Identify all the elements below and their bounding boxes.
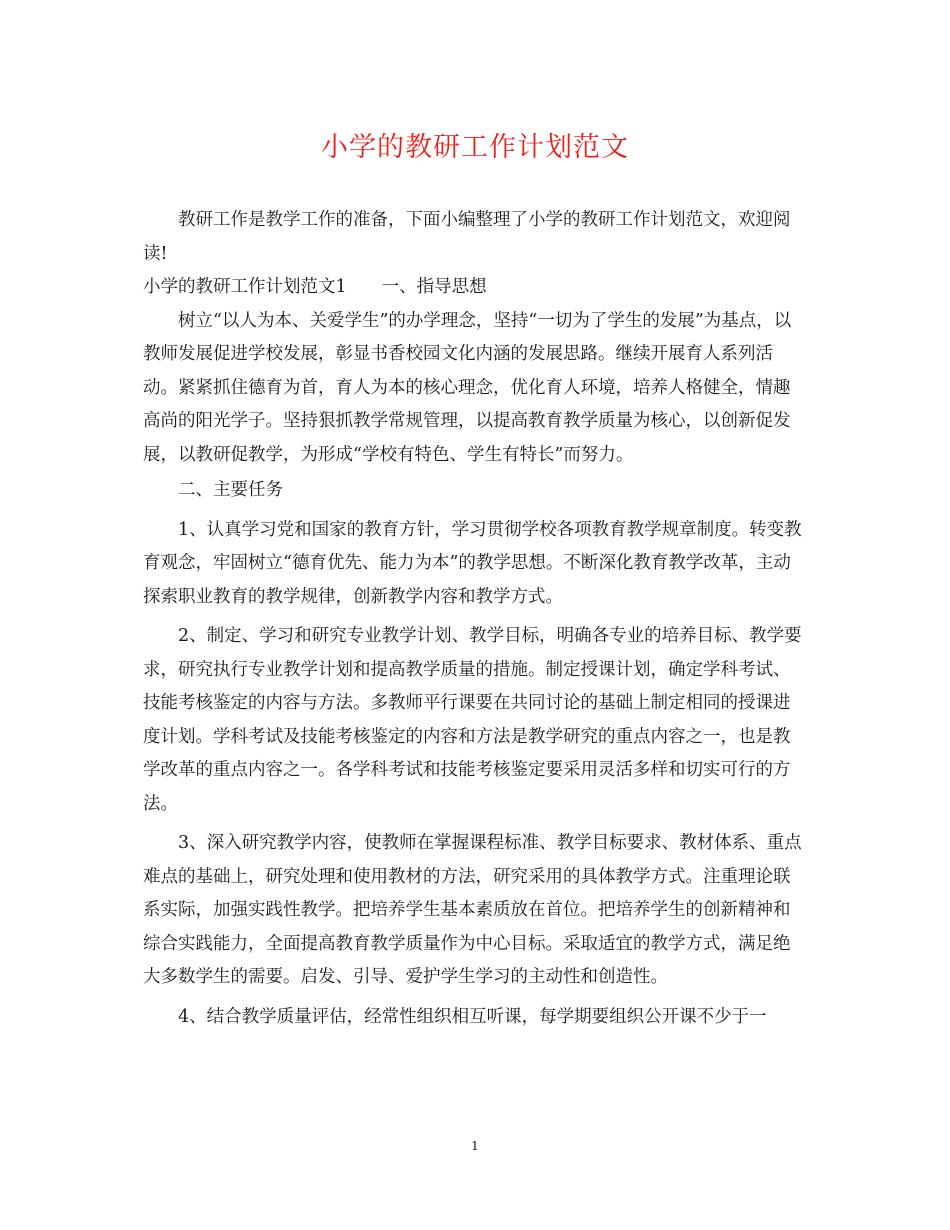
task-paragraph-1: 1、认真学习党和国家的教育方针，学习贯彻学校各项教育教学规章制度。转变教育观念，牢固树立“德育优先、能力为本”的教学思想。不断深化教育教学改革，主动探索职业教育的教学规律，创新教学内容和教学方式。	[143, 519, 802, 607]
task-paragraph-3: 3、深入研究教学内容，使教师在掌握课程标准、教学目标要求、教材体系、重点难点的基础上，研究处理和使用教材的方法，研究采用的具体教学方式。注重理论联系实际，加强实践性教学。把培养学生基本素质放在首位。把培养学生的创新精神和综合实践能力，全面提高教育教学质量作为中心目标。采取适宜的教学方式，满足绝大多数学生的需要。启发、引导、爱护学生学习的主动性和创造性。	[143, 833, 802, 987]
guiding-thought-paragraph: 树立“以人为本、关爱学生”的办学理念，坚持“一切为了学生的发展”为基点，以教师发展促进学校发展，彰显书香校园文化内涵的发展思路。继续开展育人系列活动。紧紧抓住德育为首，育人为本的核心理念，优化育人环境，培养人格健全，情趣高尚的阳光学子。坚持狠抓教学常规管理，以提高教育教学质量为核心，以创新促发展，以教研促教学，为形成“学校有特色、学生有特长”而努力。	[143, 310, 792, 465]
task-paragraph-4: 4、结合教学质量评估，经常性组织相互听课，每学期要组织公开课不少于一	[178, 1006, 767, 1027]
section-heading-guiding-thought: 小学的教研工作计划范文1 一、指导思想	[143, 277, 487, 297]
document-title: 小学的教研工作计划范文	[321, 132, 629, 163]
section-heading-main-tasks: 二、主要任务	[178, 480, 283, 500]
page-number: 1	[471, 1139, 479, 1153]
document-body	[143, 204, 803, 1034]
task-paragraph-2: 2、制定、学习和研究专业教学计划、教学目标，明确各专业的培养目标、教学要求，研究执行专业教学计划和提高教学质量的措施。制定授课计划，确定学科考试、技能考核鉴定的内容与方法。多教师平行课要在共同讨论的基础上制定相同的授课进度计划。学科考试及技能考核鉴定的内容和方法是教学研究的重点内容之一，也是教学改革的重点内容之一。各学科考试和技能考核鉴定要采用灵活多样和切实可行的方法。	[143, 626, 802, 814]
intro-paragraph: 教研工作是教学工作的准备，下面小编整理了小学的教研工作计划范文，欢迎阅读!	[143, 210, 791, 264]
